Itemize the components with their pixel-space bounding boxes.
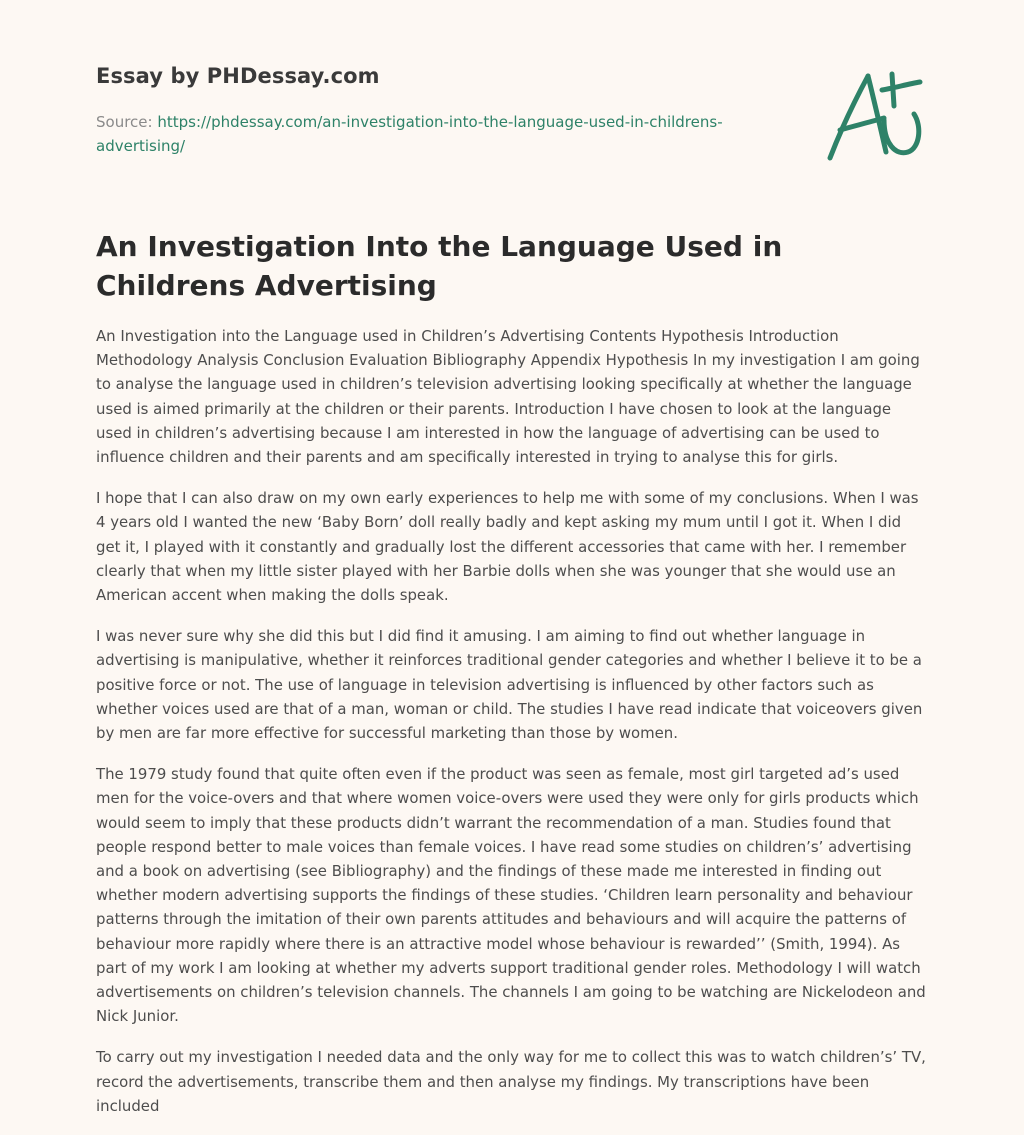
source-label: Source: bbox=[96, 113, 158, 131]
essay-title: An Investigation Into the Language Used in Childrens Advertising bbox=[96, 230, 783, 302]
essay-paragraph: An Investigation into the Language used in Children’s Advertising Contents Hypothesis Introduction Methodology Analysis Conclusion Evaluation Bibliography Appendix Hypothesis In my investigation I am going to analyse the language used in children’s television advertising looking specifically at whether the language used is aimed primarily at the children or their parents. Introduction I have chosen to look at the language used in children’s advertising because I am interested in how the language of advertising can be used to influence children and their parents and am specifically interested in trying to analyse this for girls. bbox=[96, 327, 920, 467]
essay-paragraph: I hope that I can also draw on my own early experiences to help me with some of my conclusions. When I was 4 years old I wanted the new ‘Baby Born’ doll really badly and kept asking my mum until I got it. When I did get it, I played with it constantly and gradually lost the different accessories that came with her. I remember clearly that when my little sister played with her Barbie dolls when she was younger that she would use an American accent when making the dolls speak. bbox=[96, 489, 919, 605]
source-line bbox=[96, 111, 746, 158]
essay-paragraph: To carry out my investigation I needed data and the only way for me to collect this was to watch children’s’ TV, record the advertisements, transcribe them and then analyse my findings. My transcriptions have been included bbox=[96, 1048, 926, 1115]
essay-paragraph: The 1979 study found that quite often even if the product was seen as female, most girl targeted ad’s used men for the voice-overs and that where women voice-overs were used they were only for girls products which would seem to imply that these products didn’t warrant the recommendation of a man. Studies found that people respond better to male voices than female voices. I have read some studies on children’s’ advertising and a book on advertising (see Bibliography) and the findings of these made me interested in finding out whether modern advertising supports the findings of these studies. ‘Children learn personality and behaviour patterns through the imitation of their own parents attitudes and behaviours and will acquire the patterns of behaviour more rapidly where there is an attractive model whose behaviour is rewarded’’ (Smith, 1994). As part of my work I am looking at whether my adverts support traditional gender roles. Methodology I will watch advertisements on children’s television channels. The channels I am going to be watching are Nickelodeon and Nick Junior. bbox=[96, 765, 926, 1026]
essay-paragraph: I was never sure why she did this but I did find it amusing. I am aiming to find out whether language in advertising is manipulative, whether it reinforces traditional gender categories and whether I believe it to be a positive force or not. The use of language in television advertising is influenced by other factors such as whether voices used are that of a man, woman or child. The studies I have read indicate that voiceovers given by men are far more effective for successful marketing than those by women. bbox=[96, 627, 923, 743]
source-link[interactable]: https://phdessay.com/an-investigation-into-the-language-used-in-childrens-advertising/ bbox=[96, 113, 723, 155]
essay-body bbox=[96, 324, 928, 1135]
site-title: Essay by PHDessay.com bbox=[96, 64, 380, 88]
a-plus-logo-icon bbox=[824, 66, 928, 166]
